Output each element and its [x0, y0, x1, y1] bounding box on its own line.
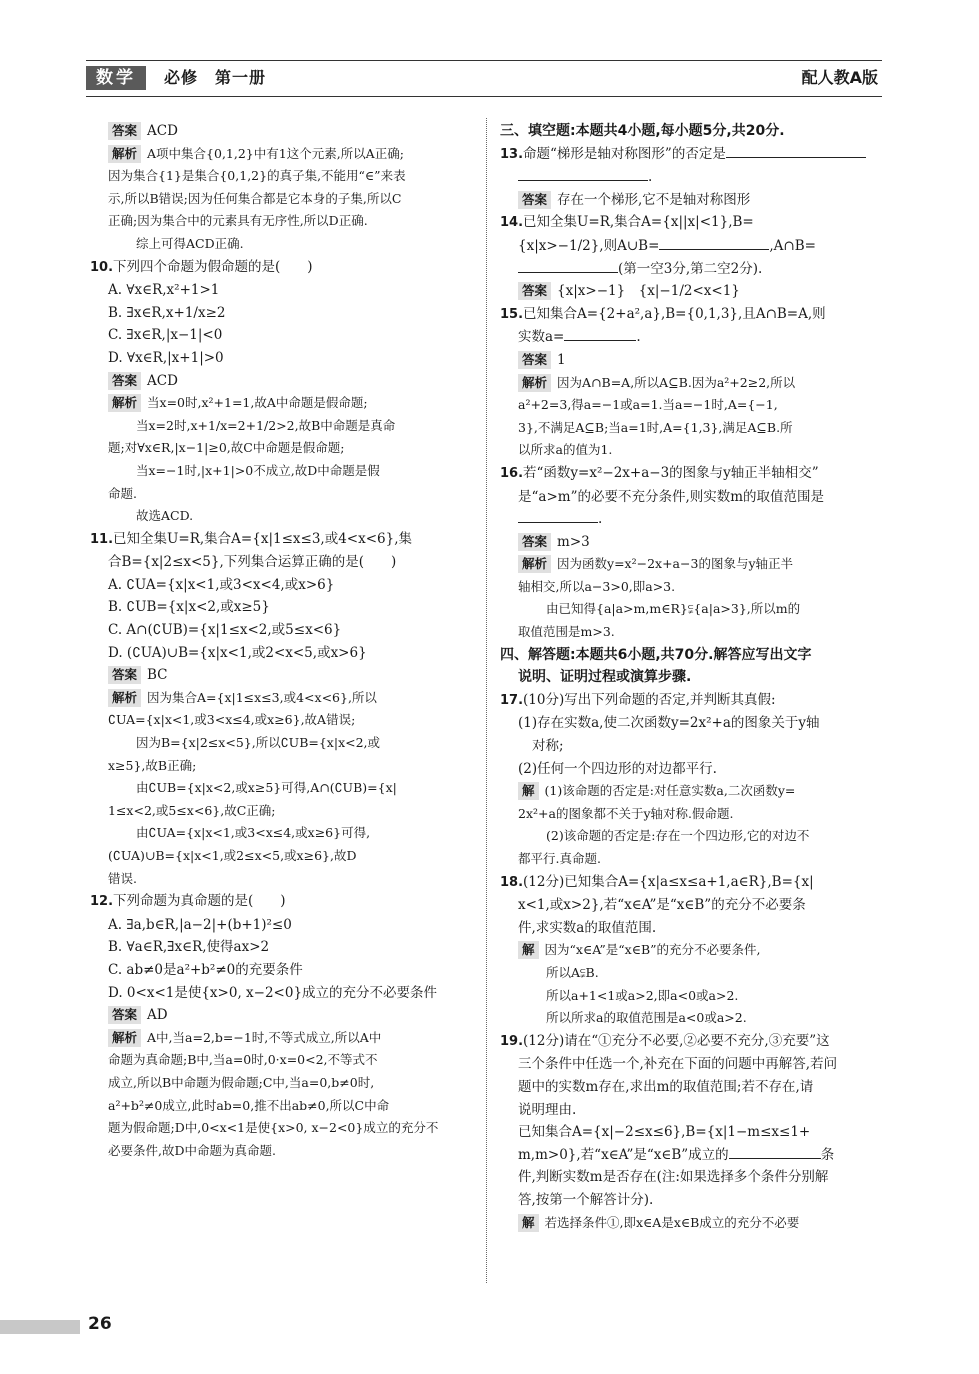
analysis-line: [90, 1027, 474, 1050]
question-text: 实数a= .: [500, 326, 886, 349]
analysis-line: 正确;因为集合中的元素具有无序性,所以D正确.: [108, 213, 368, 229]
question-number: 16.: [500, 465, 524, 481]
question-17-stem: [500, 689, 886, 713]
analysis-line: 当x=2时,x+1/x=2+1/2>2,故B中命题是真命: [136, 417, 396, 433]
left-column: [90, 120, 474, 1162]
analysis-line: 以所求a的值为1.: [518, 442, 613, 458]
question-text: 若“函数y=x²−2x+a−3的图象与y轴正半轴相交”: [523, 464, 819, 481]
question-number: 13.: [500, 146, 524, 162]
analysis-line: 由∁UA={x|x<1,或3<x≤4,或x≥6}可得,: [136, 825, 371, 841]
answer-line: [90, 1004, 474, 1027]
analysis-line: a²+b²≠0成立,此时ab=0,推不出ab≠0,所以C中命: [108, 1097, 390, 1113]
book-title: 必修 第一册: [164, 68, 267, 87]
answer-line: [500, 189, 886, 212]
question-text: (12分)请在“①充分不必要,②必要不充分,③充要”这: [523, 1032, 830, 1049]
analysis-line: 都平行.真命题.: [518, 851, 601, 866]
analysis-text: A中,当a=2,b=−1时,不等式成立,所以A中: [147, 1029, 382, 1045]
question-10-stem: [90, 256, 474, 280]
analysis-line: [500, 939, 886, 962]
question-text: 下列四个命题为假命题的是( ): [113, 258, 313, 275]
answer-text: 存在一个梯形,它不是轴对称图形: [557, 191, 751, 208]
option: D. 0<x<1是使{x>0, x−2<0}成立的充分不必要条件: [108, 984, 438, 1001]
question-text: 下列命题为真命题的是( ): [113, 893, 286, 910]
option: D. (∁UA)∪B={x|x<1,或2<x<5,或x>6}: [108, 644, 367, 661]
analysis-line: 因为集合{1}是集合{0,1,2}的真子集,不能用“∈”来表: [108, 168, 406, 184]
question-number: 10.: [90, 259, 114, 275]
answer-tag: 答案: [518, 282, 551, 300]
analysis-line: 取值范围是m>3.: [518, 624, 615, 640]
analysis-text: 当x=0时,x²+1=1,故A中命题是假命题;: [147, 395, 368, 411]
analysis-line: 3},不满足A⊆B;当a=1时,A={1,3},满足A⊆B.所: [518, 419, 793, 435]
page-number: 26: [88, 1314, 112, 1334]
question-text: 已知集合A={x|−2≤x≤6},B={x|1−m≤x≤1+: [518, 1124, 811, 1141]
analysis-text: 因为函数y=x²−2x+a−3的图象与y轴正半: [557, 556, 794, 572]
analysis-tag: 解析: [108, 394, 141, 412]
question-text: 已知集合A={2+a²,a},B={0,1,3},且A∩B=A,则: [523, 305, 826, 322]
option: B. ∃x∈R,x+1/x≥2: [108, 304, 226, 321]
question-number: 18.: [500, 874, 524, 890]
fill-blank: [729, 1144, 821, 1159]
analysis-line: 轴相交,所以a−3>0,即a>3.: [518, 578, 676, 594]
question-text: 件,求实数a的取值范围.: [518, 919, 657, 936]
option: B. ∀a∈R,∃x∈R,使得ax>2: [108, 939, 270, 956]
answer-line: [90, 120, 474, 143]
question-text: x<1,或x>2},若“x∈A”是“x∈B”的充分不必要条: [518, 897, 806, 914]
question-text: 合B={x|2≤x<5},下列集合运算正确的是( ): [108, 554, 397, 571]
answer-tag: 答案: [108, 372, 141, 390]
question-text: (10分)写出下列命题的否定,并判断其真假:: [523, 691, 776, 708]
analysis-line: a²+2=3,得a=−1或a=1.当a=−1时,A={−1,: [518, 397, 778, 413]
option: B. ∁UB={x|x<2,或x≥5}: [108, 599, 270, 616]
option: A. ∁UA={x|x<1,或3<x<4,或x>6}: [108, 576, 335, 593]
analysis-line: ∁UA={x|x<1,或3<x≤4,或x≥6},故A错误;: [108, 712, 356, 728]
analysis-text: A项中集合{0,1,2}中有1这个元素,所以A正确;: [147, 145, 404, 161]
blank-line: .: [500, 166, 886, 189]
analysis-line: [500, 780, 886, 803]
solution-tag: 解: [518, 941, 539, 959]
fill-blank: [518, 258, 618, 273]
analysis-text: 因为A∩B=A,所以A⊆B.因为a²+2≥2,所以: [557, 374, 796, 390]
answer-line: [500, 349, 886, 372]
analysis-tag: 解析: [108, 689, 141, 707]
footer-bar: [0, 1320, 80, 1334]
analysis-text: (1)该命题的否定是:对任意实数a,二次函数y=: [544, 783, 796, 799]
option: C. ab≠0是a²+b²≠0的充要条件: [108, 961, 303, 978]
column-divider: [486, 118, 487, 1283]
analysis-tag: 解析: [108, 1029, 141, 1047]
answer-text: ACD: [147, 123, 178, 139]
analysis-tag: 解析: [108, 145, 141, 163]
right-column: [500, 120, 886, 1234]
option: A. ∃a,b∈R,|a−2|+(b+1)²≤0: [108, 916, 292, 933]
analysis-line: 所以所求a的取值范围是a<0或a>2.: [546, 1010, 747, 1026]
analysis-line: (2)该命题的否定是:存在一个四边形,它的对边不: [546, 828, 810, 844]
analysis-line: 题;对∀x∈R,|x−1|≥0,故C中命题是假命题;: [108, 440, 345, 456]
edition-label: 配人教A版: [801, 68, 878, 87]
analysis-line: 命题为真命题;B中,当a=0时,0·x=0<2,不等式不: [108, 1052, 378, 1068]
question-number: 15.: [500, 306, 524, 322]
answer-line: [500, 280, 886, 303]
answer-tag: 答案: [518, 191, 551, 209]
answer-text: ACD: [147, 372, 178, 389]
question-text: 答,按第一个解答计分).: [518, 1191, 654, 1208]
question-text: (第一空3分,第二空2分).: [500, 258, 886, 281]
answer-tag: 答案: [108, 122, 141, 140]
section-heading: 三、填空题:本题共4小题,每小题5分,共20分.: [500, 123, 785, 139]
subject-tag: 数学: [86, 66, 146, 90]
answer-tag: 答案: [108, 1006, 141, 1024]
question-text: 三个条件中任选一个,补充在下面的问题中再解答,若问: [518, 1056, 838, 1073]
analysis-line: [500, 1212, 886, 1235]
analysis-line: [500, 553, 886, 576]
analysis-line: [90, 143, 474, 166]
question-text: m,m>0},若“x∈A”是“x∈B”成立的 条: [500, 1144, 886, 1167]
analysis-line: 当x=−1时,|x+1|>0不成立,故D中命题是假: [136, 462, 380, 478]
analysis-text: 因为“x∈A”是“x∈B”的充分不必要条件,: [544, 942, 761, 958]
analysis-line: (∁UA)∪B={x|x<1,或2≤x<5,或x≥6},故D: [108, 848, 357, 863]
question-18-stem: [500, 871, 886, 895]
question-text: 说明理由.: [518, 1101, 577, 1118]
analysis-tag: 解析: [518, 374, 551, 392]
fill-blank: [518, 508, 598, 523]
analysis-line: 由已知得{a|a>m,m∈R}⫋{a|a>3},所以m的: [546, 601, 801, 617]
fill-blank: [726, 143, 866, 158]
question-number: 19.: [500, 1033, 524, 1049]
analysis-text: 因为集合A={x|1≤x≤3,或4<x<6},所以: [147, 689, 377, 705]
question-19-stem: [500, 1030, 886, 1054]
page-header: [86, 64, 882, 94]
answer-text: m>3: [557, 533, 590, 550]
answer-tag: 答案: [518, 351, 551, 369]
solution-tag: 解: [518, 782, 539, 800]
analysis-tag: 解析: [518, 555, 551, 573]
section-heading: 四、解答题:本题共6小题,共70分.解答应写出文字: [500, 646, 812, 663]
analysis-line: 所以a+1<1或a>2,即a<0或a>2.: [546, 987, 739, 1003]
fill-blank: [518, 166, 648, 181]
analysis-line: 所以A⫋B.: [546, 964, 599, 980]
answer-text: {x|x>−1} {x|−1/2<x<1}: [557, 283, 740, 300]
answer-text: AD: [147, 1007, 168, 1024]
option: C. A∩(∁UB)={x|1≤x<2,或5≤x<6}: [108, 622, 342, 639]
analysis-line: 由∁UB={x|x<2,或x≥5}可得,A∩(∁UB)={x|: [136, 780, 397, 796]
analysis-line: [500, 372, 886, 395]
analysis-line: [90, 687, 474, 710]
question-text: 件,判断实数m是否存在(注:如果选择多个条件分别解: [518, 1169, 829, 1186]
analysis-line: 命题.: [108, 485, 137, 501]
analysis-line: x≥5},故B正确;: [108, 757, 197, 773]
question-text: {x|x>−1/2},则A∪B= ,A∩B=: [500, 235, 886, 258]
question-14-stem: [500, 211, 886, 235]
question-text: 已知全集U=R,集合A={x|1≤x≤3,或4<x<6},集: [113, 530, 412, 547]
analysis-line: 1≤x<2,或5≤x<6},故C正确;: [108, 802, 276, 818]
question-number: 11.: [90, 531, 114, 547]
question-text: (12分)已知集合A={x|a≤x≤a+1,a∈R},B={x|: [523, 873, 814, 890]
analysis-text: 若选择条件①,即x∈A是x∈B成立的充分不必要: [544, 1214, 800, 1230]
answer-line: [500, 531, 886, 554]
answer-tag: 答案: [108, 666, 141, 684]
question-number: 12.: [90, 894, 114, 910]
answer-line: [90, 664, 474, 687]
analysis-line: 错误.: [108, 870, 137, 886]
analysis-line: 示,所以B错误;因为任何集合都是它本身的子集,所以C: [108, 190, 402, 206]
question-12-stem: [90, 890, 474, 914]
fill-blank: [659, 235, 769, 250]
analysis-line: 综上可得ACD正确.: [136, 235, 244, 251]
header-bottom-rule: [86, 96, 882, 97]
question-13-stem: [500, 143, 886, 167]
answer-text: BC: [147, 667, 168, 684]
question-11-stem: [90, 528, 474, 552]
question-text: 题中的实数m存在,求出m的取值范围;若不存在,请: [518, 1078, 814, 1095]
analysis-line: 必要条件,故D中命题为真命题.: [108, 1142, 276, 1158]
option: C. ∃x∈R,|x−1|<0: [108, 327, 223, 344]
analysis-line: 故选ACD.: [136, 508, 194, 524]
blank-line: .: [500, 508, 886, 531]
section-heading: 说明、证明过程或演算步骤.: [518, 669, 692, 686]
option: A. ∀x∈R,x²+1>1: [108, 282, 220, 299]
question-16-stem: [500, 462, 886, 486]
question-text: (2)任何一个四边形的对边都平行.: [518, 760, 717, 777]
option: D. ∀x∈R,|x+1|>0: [108, 349, 224, 366]
question-text: 是“a>m”的必要不充分条件,则实数m的取值范围是: [518, 488, 825, 505]
fill-blank: [564, 326, 636, 341]
answer-text: 1: [557, 351, 566, 368]
question-text: 命题“梯形是轴对称图形”的否定是: [523, 145, 726, 162]
question-15-stem: [500, 303, 886, 327]
analysis-line: [90, 392, 474, 415]
analysis-line: 因为B={x|2≤x<5},所以∁UB={x|x<2,或: [136, 735, 381, 751]
header-top-rule: [86, 60, 882, 61]
answer-tag: 答案: [518, 533, 551, 551]
solution-tag: 解: [518, 1214, 539, 1232]
analysis-line: 成立,所以B中命题为假命题;C中,当a=0,b≠0时,: [108, 1074, 375, 1090]
answer-line: [90, 370, 474, 393]
question-number: 17.: [500, 692, 524, 708]
analysis-line: 2x²+a的图象都不关于y轴对称.假命题.: [518, 805, 734, 821]
question-text: 已知全集U=R,集合A={x||x|<1},B=: [523, 214, 754, 231]
question-number: 14.: [500, 215, 524, 231]
question-text: 对称;: [532, 738, 564, 755]
analysis-line: 题为假命题;D中,0<x<1是使{x>0, x−2<0}成立的充分不: [108, 1120, 439, 1136]
question-text: (1)存在实数a,使二次函数y=2x²+a的图象关于y轴: [518, 715, 820, 732]
